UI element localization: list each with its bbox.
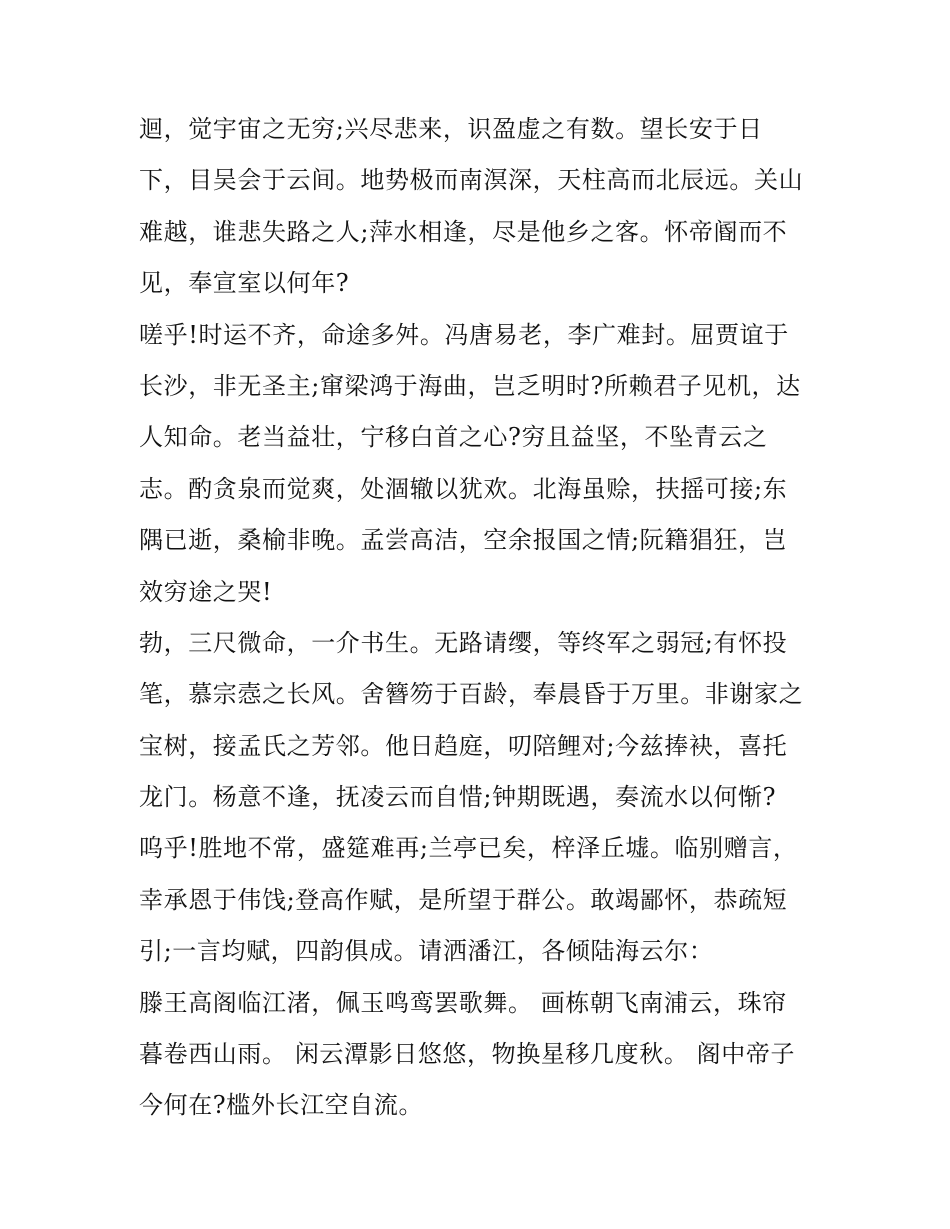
text-line-15: 呜乎!胜地不常，盛筵难再;兰亭已矣，梓泽丘墟。临别赠言， — [139, 834, 798, 863]
text-line-5: 嗟乎!时运不齐，命途多舛。冯唐易老，李广难封。屈贾谊于 — [139, 320, 789, 349]
text-line-2: 下，目吴会于云间。地势极而南溟深，天柱高而北辰远。关山 — [139, 166, 804, 195]
text-line-4: 见，奉宣室以何年? — [139, 269, 350, 298]
text-line-9: 隅已逝，桑榆非晚。孟尝高洁，空余报国之情;阮籍猖狂，岂 — [139, 526, 788, 555]
text-line-18: 滕王高阁临江渚，佩玉鸣鸾罢歌舞。 画栋朝飞南浦云，珠帘 — [139, 988, 787, 1017]
text-line-7: 人知命。老当益壮，宁移白首之心?穷且益坚，不坠青云之 — [139, 423, 768, 452]
text-line-14: 龙门。杨意不逢，抚凌云而自惜;钟期既遇，奏流水以何惭? — [139, 783, 777, 812]
text-line-11: 勃，三尺微命，一介书生。无路请缨，等终军之弱冠;有怀投 — [139, 628, 788, 657]
text-line-13: 宝树，接孟氏之芳邻。他日趋庭，叨陪鲤对;今兹捧袂，喜托 — [139, 731, 788, 760]
body-text — [139, 104, 819, 1132]
text-line-20: 今何在?槛外长江空自流。 — [139, 1091, 424, 1120]
text-line-8: 志。酌贪泉而觉爽，处涸辙以犹欢。北海虽赊，扶摇可接;东 — [139, 474, 788, 503]
text-line-10: 效穷途之哭! — [139, 577, 273, 606]
text-line-12: 笔，慕宗悫之长风。舍簪笏于百龄，奉晨昏于万里。非谢家之 — [139, 680, 804, 709]
text-line-3: 难越，谁悲失路之人;萍水相逢，尽是他乡之客。怀帝阍而不 — [139, 217, 788, 246]
text-line-1: 迴，觉宇宙之无穷;兴尽悲来，识盈虚之有数。望长安于日 — [139, 115, 763, 143]
text-line-6: 长沙，非无圣主;窜梁鸿于海曲，岂乏明时?所赖君子见机，达 — [139, 371, 801, 400]
text-line-17: 引;一言均赋，四韵俱成。请洒潘江，各倾陆海云尔： — [139, 937, 714, 966]
text-line-16: 幸承恩于伟饯;登高作赋，是所望于群公。敢竭鄙怀，恭疏短 — [139, 885, 788, 914]
text-line-19: 暮卷西山雨。 闲云潭影日悠悠，物换星移几度秋。 阁中帝子 — [139, 1040, 796, 1069]
